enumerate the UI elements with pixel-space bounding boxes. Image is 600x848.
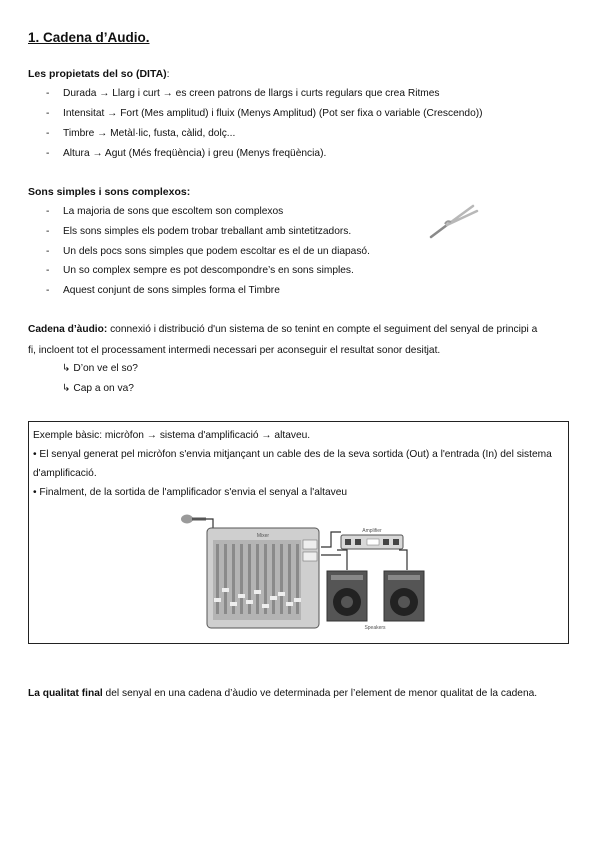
list-item-text: Altura → Agut (Més freqüència) i greu (Menys freqüència). [63,148,327,159]
cadena-text: connexió i distribució d'un sistema de so tenint en compte el seguiment del senyal de principi a fi, incloent tot el processament intermedi necessari per aconseguir el resultat sonor desitjat. [28,324,538,356]
amp-speaker-cable-right [399,550,407,570]
mixer-amp-cable [321,532,341,547]
example-line-3: • Finalment, de la sortida de l'amplificador s'envia el senyal a l'altaveu [33,487,348,498]
speakers-label: Speakers [364,625,386,631]
list-item-text: Durada → Llarg i curt → es creen patrons de llargs i curts regulars que crea Ritmes [63,88,440,99]
list-item: - Els sons simples els podem trobar treballant amb sintetitzadors. [46,226,352,237]
example-box [28,421,569,644]
cadena-term: Cadena d’àudio: [28,324,108,335]
microphone-icon [181,515,206,524]
list-item: - Altura → Agut (Més freqüència) i greu (Menys freqüència). [46,148,327,159]
list-item: - Intensitat → Fort (Mes amplitud) i fluix (Menys Amplitud) (Pot ser fixa o variable (Crescendo)) [46,108,483,119]
list-item: - Un dels pocs sons simples que podem escoltar es el de un diapasó. [46,246,370,257]
mixer-label: Mixer [256,533,270,539]
amplifier-device [341,528,403,549]
cadena-definition [28,319,548,361]
question-item: ↳ Cap a on va? [62,383,134,394]
amplifier-label: Amplifier [362,528,382,534]
section-dita-heading [28,68,170,80]
section-dita-heading-text: Les propietats del so (DITA) [28,68,167,80]
section-dita-heading-colon: : [166,68,170,80]
list-item: - Timbre → Metàl·lic, fusta, càlid, dolç... [46,128,236,139]
list-item-text: Un so complex sempre es pot descompondre’s en sons simples. [63,265,354,276]
tuning-fork-icon [425,200,483,242]
list-item-text: La majoria de sons que escoltem son complexos [63,206,284,217]
question-item: ↳ D’on ve el so? [62,363,138,374]
amp-speaker-cable-left [337,550,347,570]
list-item: - La majoria de sons que escoltem son complexos [46,206,284,217]
list-item-text: Un dels pocs sons simples que podem escoltar es el de un diapasó. [63,246,370,257]
list-item: - Un so complex sempre es pot descompondre’s en sons simples. [46,265,354,276]
list-item-text: Intensitat → Fort (Mes amplitud) i fluix (Menys Amplitud) (Pot ser fixa o variable (Crescendo)) [63,108,483,119]
example-line-2: • El senyal generat pel micròfon s'envia mitjançant un cable des de la seva sortida (Out) a l'entrada (In) del sistema d'amplificació. [33,449,552,479]
speaker-right [384,571,424,621]
section-sons-heading: Sons simples i sons complexos: [28,186,191,198]
conclusion-paragraph [28,683,548,704]
list-item: - Aquest conjunt de sons simples forma el Timbre [46,285,280,296]
mixer-device [207,528,319,628]
speaker-left [327,571,367,621]
example-line-1: Exemple bàsic: micròfon → sistema d'amplificació → altaveu. [33,430,311,441]
audio-chain-diagram [179,510,429,632]
conclusion-text: del senyal en una cadena d’àudio ve determinada per l’element de menor qualitat de la cadena. [102,688,538,699]
list-item-text: Timbre → Metàl·lic, fusta, càlid, dolç... [63,128,236,139]
list-item-text: Els sons simples els podem trobar treballant amb sintetitzadors. [63,226,352,237]
page-title: 1. Cadena d’Audio. [28,30,150,45]
list-item-text: Aquest conjunt de sons simples forma el Timbre [63,285,280,296]
conclusion-term: La qualitat final [28,688,103,699]
list-item: - Durada → Llarg i curt → es creen patrons de llargs i curts regulars que crea Ritmes [46,88,440,99]
